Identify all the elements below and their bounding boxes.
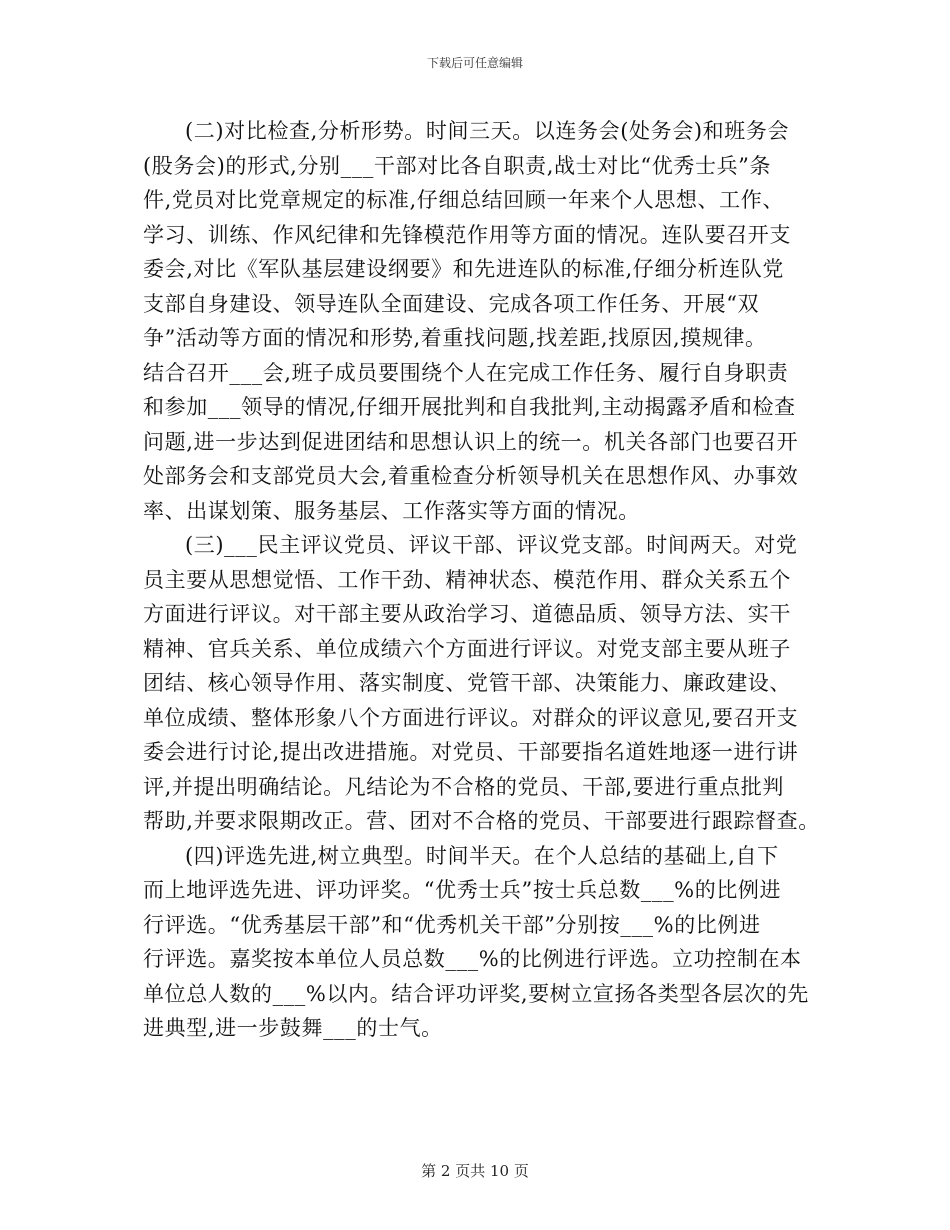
- text-line: (四)评选先进,树立典型。时间半天。在个人总结的基础上,自下: [185, 843, 779, 868]
- text-line: (二)对比检查,分析形势。时间三天。以连务会(处务会)和班务会: [185, 119, 790, 143]
- text-line: 行评选。“优秀基层干部”和“优秀机关干部”分别按___%的比例进: [143, 912, 761, 937]
- text-line: 委会,对比《军队基层建设纲要》和先进连队的标准,仔细分析连队党: [143, 257, 784, 281]
- text-line: 方面进行评议。对干部主要从政治学习、道德品质、领导方法、实干: [143, 602, 791, 626]
- text-line: 处部务会和支部党员大会,着重检查分析领导机关在思想作风、办事效: [143, 464, 799, 488]
- paragraph-2: [143, 114, 823, 528]
- text-line: 件,党员对比党章规定的标准,仔细总结回顾一年来个人思想、工作、: [143, 188, 784, 212]
- document-body: [143, 114, 823, 1046]
- text-line: 单位总人数的___%以内。结合评功评奖,要树立宣扬各类型各层次的先: [143, 981, 809, 1006]
- text-line: 行评选。嘉奖按本单位人员总数___%的比例进行评选。立功控制在本: [143, 947, 802, 971]
- text-line: 结合召开___会,班子成员要围绕个人在完成工作任务、履行自身职责: [143, 360, 789, 385]
- text-line: 和参加___领导的情况,仔细开展批判和自我批判,主动揭露矛盾和检查: [143, 395, 796, 419]
- text-line: 而上地评选先进、评功评奖。“优秀士兵”按士兵总数___%的比例进: [143, 878, 782, 902]
- text-line: 精神、官兵关系、单位成绩六个方面进行评议。对党支部主要从班子: [143, 636, 791, 661]
- text-line: 团结、核心领导作用、落实制度、党管干部、决策能力、廉政建设、: [143, 671, 791, 695]
- text-line: 争”活动等方面的情况和形势,着重找问题,找差距,找原因,摸规律。: [143, 326, 767, 350]
- text-line: 帮助,并要求限期改正。营、团对不合格的党员、干部要进行跟踪督查。: [143, 809, 820, 833]
- paragraph-3: [143, 528, 823, 839]
- text-line: 问题,进一步达到促进团结和思想认识上的统一。机关各部门也要召开: [143, 429, 799, 454]
- text-line: (三)___民主评议党员、评议干部、评议党支部。时间两天。对党: [185, 533, 798, 557]
- text-line: 学习、训练、作风纪律和先锋模范作用等方面的情况。连队要召开支: [143, 222, 791, 247]
- text-line: 员主要从思想觉悟、工作干劲、精神状态、模范作用、群众关系五个: [143, 567, 791, 592]
- text-line: 进典型,进一步鼓舞___的士气。: [143, 1016, 443, 1040]
- page-header: 下载后可任意编辑: [426, 56, 523, 70]
- paragraph-4: [143, 839, 823, 1046]
- text-line: 单位成绩、整体形象八个方面进行评议。对群众的评议意见,要召开支: [143, 705, 799, 730]
- text-line: 委会进行讨论,提出改进措施。对党员、干部要指名道姓地逐一进行讲: [143, 740, 799, 764]
- page-footer: 第 2 页共 10 页: [421, 1162, 529, 1180]
- text-line: 率、出谋划策、服务基层、工作落实等方面的情况。: [143, 498, 640, 523]
- text-line: 评,并提出明确结论。凡结论为不合格的党员、干部,要进行重点批判: [143, 774, 784, 799]
- text-line: (股务会)的形式,分别___干部对比各自职责,战士对比“优秀士兵”条: [143, 153, 772, 178]
- text-line: 支部自身建设、领导连队全面建设、完成各项工作任务、开展“双: [143, 291, 760, 316]
